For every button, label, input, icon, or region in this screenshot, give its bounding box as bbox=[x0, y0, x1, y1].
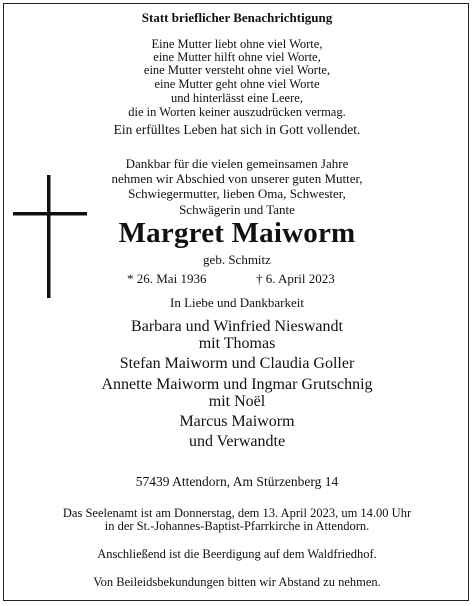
life-dates bbox=[0, 271, 474, 287]
thanks-line: Schwiegermutter, lieben Oma, Schwester, bbox=[128, 186, 346, 201]
family-line: mit Thomas bbox=[198, 335, 276, 352]
poem-line: eine Mutter hilft ohne viel Worte, bbox=[153, 50, 321, 64]
service-line: in der St.-Johannes-Baptist-Pfarrkirche in Attendorn. bbox=[104, 519, 370, 533]
poem-line: die in Worten keiner auszudrücken vermag. bbox=[128, 105, 346, 119]
closing-line: Ein erfülltes Leben hat sich in Gott vollendet. bbox=[113, 122, 361, 137]
burial-line: Anschließend ist die Beerdigung auf dem Waldfriedhof. bbox=[97, 547, 377, 561]
poem-line: eine Mutter geht ohne viel Worte bbox=[154, 77, 320, 91]
family-line: Stefan Maiworm und Claudia Goller bbox=[119, 355, 355, 372]
notice-header: Statt brieflicher Benachrichtigung bbox=[141, 10, 333, 25]
thanks-line: nehmen wir Abschied von unserer guten Mutter, bbox=[111, 171, 363, 186]
thanks-line: Schwägerin und Tante bbox=[179, 202, 295, 217]
thanks-line: Dankbar für die vielen gemeinsamen Jahre bbox=[125, 156, 349, 171]
poem-line: und hinterlässt eine Leere, bbox=[171, 91, 303, 105]
in-love-line: In Liebe und Dankbarkeit bbox=[170, 295, 304, 310]
condolences-line: Von Beileidsbekundungen bitten wir Abstand zu nehmen. bbox=[93, 575, 381, 589]
family-address: 57439 Attendorn, Am Stürzenberg 14 bbox=[135, 474, 339, 489]
family-line: Annette Maiworm und Ingmar Grutschnig bbox=[101, 376, 373, 393]
family-line: mit Noël bbox=[208, 393, 266, 410]
poem-line: Eine Mutter liebt ohne viel Worte, bbox=[151, 37, 323, 51]
death-date: † 6. April 2023 bbox=[256, 271, 335, 286]
service-line: Das Seelenamt ist am Donnerstag, dem 13. April 2023, um 14.00 Uhr bbox=[62, 506, 412, 520]
maiden-name: geb. Schmitz bbox=[203, 252, 271, 267]
family-line: Marcus Maiworm bbox=[179, 413, 295, 430]
family-line: und Verwandte bbox=[188, 433, 286, 450]
family-line: Barbara und Winfried Nieswandt bbox=[131, 318, 343, 335]
deceased-name: Margret Maiworm bbox=[118, 217, 356, 249]
birth-date: * 26. Mai 1936 bbox=[127, 271, 207, 286]
poem-line: eine Mutter versteht ohne viel Worte, bbox=[143, 63, 331, 77]
